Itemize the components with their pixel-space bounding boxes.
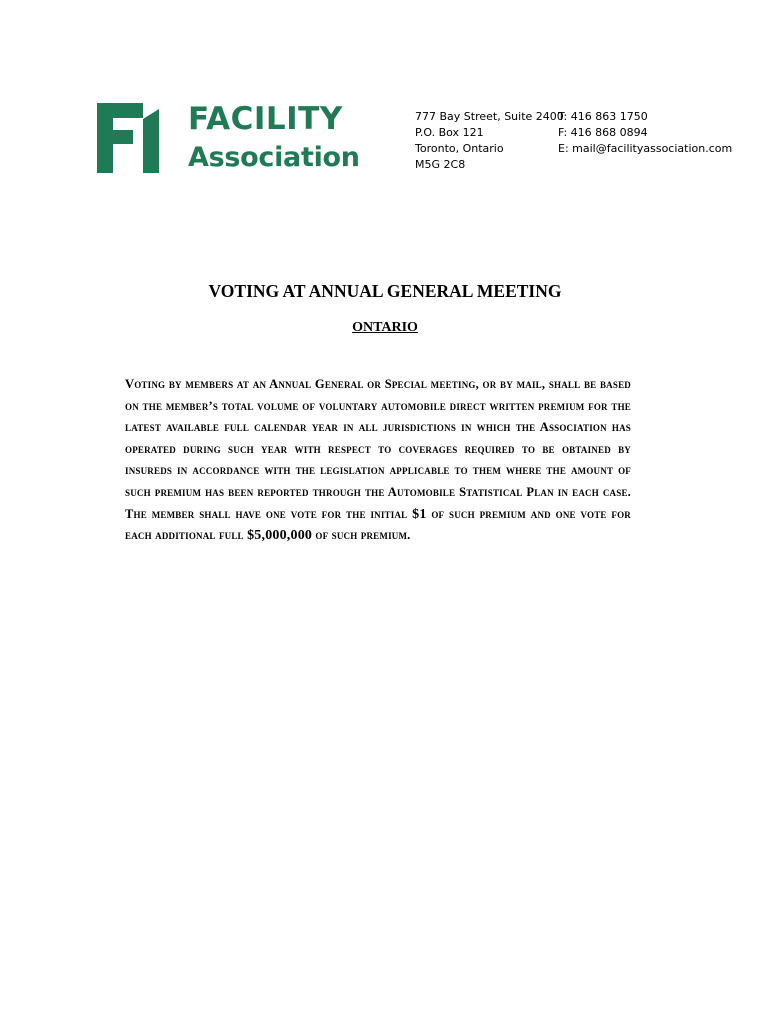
brand-name: [188, 101, 360, 173]
contact-block: [558, 109, 732, 157]
phone-line: T: 416 863 1750: [558, 110, 648, 123]
body-text-part: Voting by members at an Annual General or Special meeting, or by mail, shall be based on the member’s total volume of voluntary automobile direct written premium for the latest available full calendar year in all jurisdictions in which the Association has operated during such year with respect to coverages required to be obtained by insureds in accordance with the legislation applicable to them where the amount of such premium has been reported through the Automobile Statistical Plan in each case. The member shall have one vote for the initial: [125, 377, 631, 521]
amount-additional: $5,000,000: [247, 528, 313, 544]
address-line: P.O. Box 121: [415, 126, 484, 139]
address-line: M5G 2C8: [415, 158, 466, 171]
body-paragraph: [125, 374, 631, 547]
brand-line-association: Association: [188, 142, 360, 173]
document-title: VOTING AT ANNUAL GENERAL MEETING: [208, 281, 562, 301]
facility-association-logo: [97, 103, 161, 173]
address-line: 777 Bay Street, Suite 2400: [415, 110, 564, 123]
address-line: Toronto, Ontario: [415, 142, 504, 155]
document-subtitle: ONTARIO: [352, 320, 418, 335]
body-text-part: of such premium.: [312, 528, 411, 543]
brand-line-facility: FACILITY: [188, 101, 343, 137]
email-line: E: mail@facilityassociation.com: [558, 142, 733, 155]
body-text-part: of such premium and one vote for each additional full: [125, 506, 632, 543]
amount-initial: $1: [412, 506, 427, 522]
fax-line: F: 416 868 0894: [558, 126, 648, 139]
address-block: [415, 109, 564, 173]
